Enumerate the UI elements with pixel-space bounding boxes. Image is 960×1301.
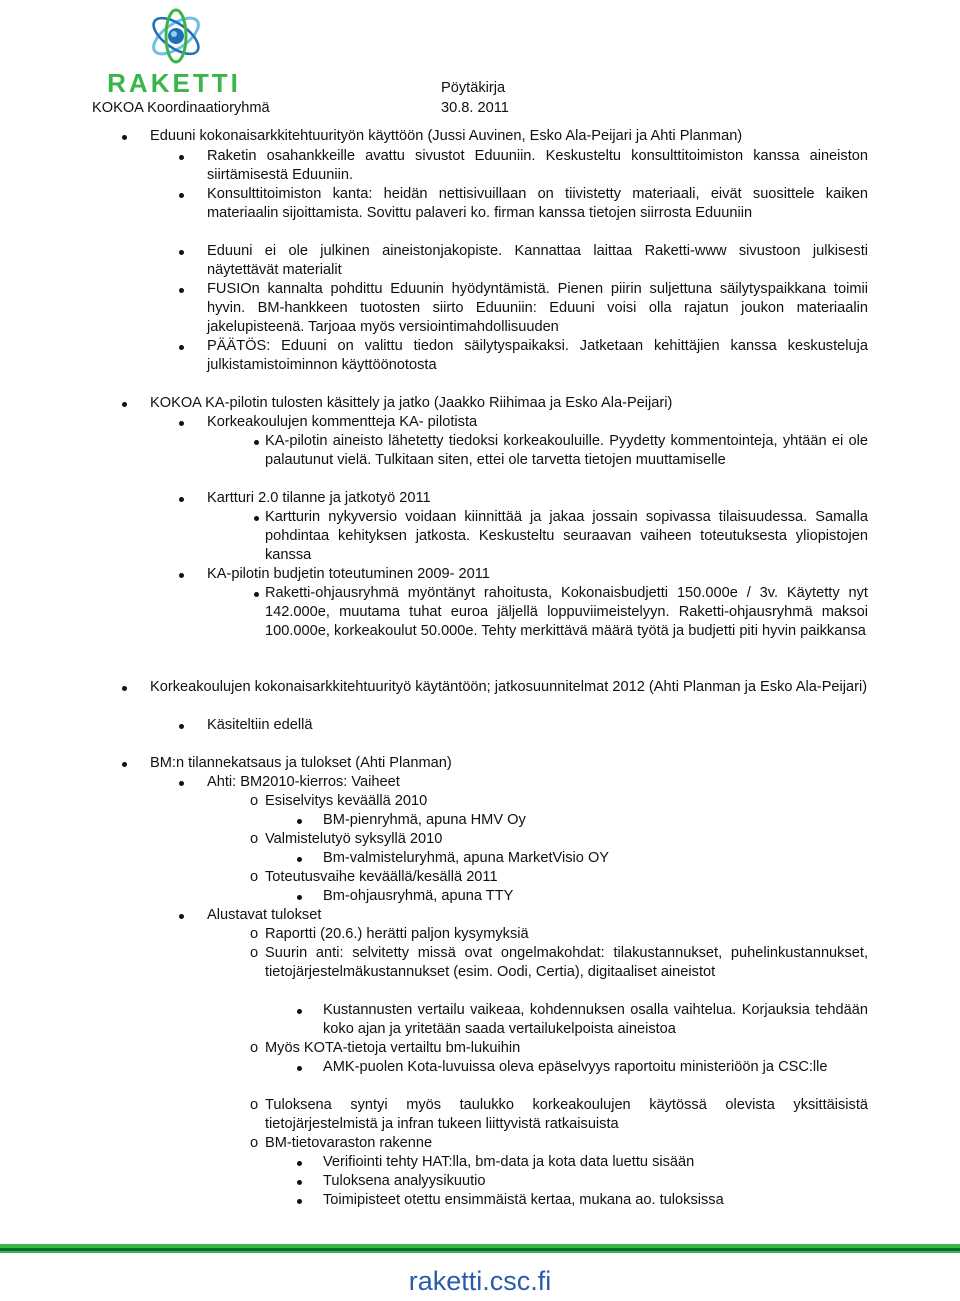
bullet-icon — [179, 573, 184, 578]
list-item: Raportti (20.6.) herätti paljon kysymyksiä — [265, 926, 529, 942]
list-item: Ahti: BM2010-kierros: Vaiheet — [207, 774, 400, 790]
raketti-logo-graphic — [84, 0, 264, 100]
sub-bullet-marker: o — [250, 793, 259, 809]
list-item: Esiselvitys keväällä 2010 — [265, 793, 428, 809]
bullet-icon — [179, 155, 184, 160]
bullet-icon — [297, 1180, 302, 1185]
bullet-icon — [179, 497, 184, 502]
bullet-icon — [122, 686, 127, 691]
sub-bullet-marker: o — [250, 1135, 259, 1151]
meeting-date: 30.8. 2011 — [441, 100, 509, 116]
logo-text: RAKETTI — [107, 68, 241, 98]
bullet-icon — [254, 516, 259, 521]
bullet-icon — [179, 193, 184, 198]
bullet-icon — [179, 250, 184, 255]
list-item: Toimipisteet otettu ensimmäistä kertaa, mukana ao. tuloksissa — [323, 1192, 724, 1208]
bullet-icon — [297, 895, 302, 900]
bullet-icon — [297, 1199, 302, 1204]
list-item: Konsulttitoimiston kanta: heidän nettisivuillaan on tiivistetty materiaali, eivät suosittele kaiken materiaalin sijoittamista. Sovittu palaveri ko. firman kanssa tietojen siirrosta Eduuniin — [207, 186, 868, 221]
list-item: AMK-puolen Kota-luvuissa oleva epäselvyys raportoitu ministeriöön ja CSC:lle — [323, 1059, 828, 1075]
list-item: Kartturin nykyversio voidaan kiinnittää ja jakaa jossain sopivassa tilaisuudessa. Samalla pohdintaa kehityksen jatkosta. Keskusteltu seuraavan vaiheen toteutuksesta yliopistojen kanssa — [265, 509, 868, 563]
list-item: Valmistelutyö syksyllä 2010 — [265, 831, 443, 847]
document-type: Pöytäkirja — [441, 80, 506, 96]
list-item: Tuloksena analyysikuutio — [323, 1173, 486, 1189]
list-item: FUSIOn kannalta pohdittu Eduunin hyödyntämistä. Pienen piirin suljettuna säilytyspaikkana toimii hyvin. BM-hankkeen tuotosten siirto Eduuniin: Eduuni voisi olla rajatun joukon materiaalin jakelupisteenä. Tarjoaa myös versiointimahdollisuuden — [207, 281, 868, 335]
list-item: BM-pienryhmä, apuna HMV Oy — [323, 812, 526, 828]
list-item: Verifiointi tehty HAT:lla, bm-data ja kota data luettu sisään — [323, 1154, 695, 1170]
list-item: Käsiteltiin edellä — [207, 717, 313, 733]
list-item: Eduuni ei ole julkinen aineistonjakopiste. Kannattaa laittaa Raketti-www sivustoon julkisesti näytettävät materialit — [207, 243, 868, 278]
bullet-icon — [254, 440, 259, 445]
list-item: Korkeakoulujen kokonaisarkkitehtuurityö käytäntöön; jatkosuunnitelmat 2012 (Ahti Planman ja Esko Ala-Peijari) — [150, 679, 868, 695]
bullet-icon — [254, 592, 259, 597]
sub-bullet-marker: o — [250, 831, 259, 847]
list-item: Suurin anti: selvitetty missä ovat ongelmakohdat: tilakustannukset, puhelinkustannukset, tietojärjestelmäkustannukset (esim. Oodi, Certia), digitaaliset aineistot — [265, 945, 868, 980]
footer-bar-stripe — [0, 1248, 960, 1251]
sub-bullet-marker: o — [250, 1097, 259, 1113]
footer-url: raketti.csc.fi — [408, 1266, 552, 1296]
list-item: Kustannusten vertailu vaikeaa, kohdennuksen osalla vaihtelua. Korjauksia tehdään koko ajan ja yritetään saada vertailukelpoista aineistoa — [323, 1002, 868, 1037]
list-item: Toteutusvaihe keväällä/kesällä 2011 — [265, 869, 498, 885]
list-item: Raketti-ohjausryhmä myöntänyt rahoitusta, Kokonaisbudjetti 150.000e / 3v. Käytetty nyt 142.000e, muutama tuhat euroa jäljellä loppuviimeistelyyn. Raketti-ohjausryhmä maksoi 100.000e, korkeakoulut 50.000e. Tehty merkittävä määrä työtä ja budjetti piti hyvin paikkansa — [265, 585, 868, 639]
bullet-icon — [179, 724, 184, 729]
raketti-logo — [84, 0, 264, 100]
bullet-icon — [122, 762, 127, 767]
list-item: Eduuni kokonaisarkkitehtuurityön käyttöön (Jussi Auvinen, Esko Ala-Peijari ja Ahti Planman) — [150, 128, 743, 144]
list-item: Alustavat tulokset — [207, 907, 322, 923]
list-item: Bm-valmisteluryhmä, apuna MarketVisio OY — [323, 850, 610, 866]
bullet-icon — [297, 1009, 302, 1014]
list-item: KOKOA KA-pilotin tulosten käsittely ja jatko (Jaakko Riihimaa ja Esko Ala-Peijari) — [150, 395, 673, 411]
list-item: Korkeakoulujen kommentteja KA- pilotista — [207, 414, 478, 430]
list-item: BM:n tilannekatsaus ja tulokset (Ahti Planman) — [150, 755, 452, 771]
sub-bullet-marker: o — [250, 945, 259, 961]
list-item: KA-pilotin aineisto lähetetty tiedoksi korkeakouluille. Pyydetty kommentointeja, yhtään ei ole palautunut vielä. Tulkitaan siten, ettei ole tarvetta tietojen muuttamiselle — [265, 433, 868, 468]
group-name: KOKOA Koordinaatioryhmä — [92, 100, 270, 116]
bullet-icon — [297, 1066, 302, 1071]
sub-bullet-marker: o — [250, 1040, 259, 1056]
list-item: Bm-ohjausryhmä, apuna TTY — [323, 888, 514, 904]
bullet-icon — [179, 421, 184, 426]
bullet-icon — [179, 345, 184, 350]
list-item: Kartturi 2.0 tilanne ja jatkotyö 2011 — [207, 490, 431, 506]
list-item: Tuloksena syntyi myös taulukko korkeakoulujen käytössä olevista yksittäisistä tietojärjestelmistä ja infran tukeen liittyvistä ratkaisuista — [265, 1097, 868, 1132]
bullet-icon — [297, 857, 302, 862]
list-item: PÄÄTÖS: Eduuni on valittu tiedon säilytyspaikaksi. Jatketaan kehittäjien kanssa keskusteluja julkistamistoiminnon käyttöönotosta — [207, 338, 868, 373]
sub-bullet-marker: o — [250, 926, 259, 942]
list-item: BM-tietovaraston rakenne — [265, 1135, 433, 1151]
list-item: Myös KOTA-tietoja vertailtu bm-lukuihin — [265, 1040, 521, 1056]
sub-bullet-marker: o — [250, 869, 259, 885]
bullet-icon — [297, 819, 302, 824]
bullet-icon — [122, 402, 127, 407]
bullet-icon — [179, 781, 184, 786]
list-item: KA-pilotin budjetin toteutuminen 2009- 2011 — [207, 566, 490, 582]
bullet-icon — [179, 914, 184, 919]
bullet-icon — [179, 288, 184, 293]
bullet-icon — [122, 135, 127, 140]
list-item: Raketin osahankkeille avattu sivustot Eduuniin. Keskusteltu konsulttitoimiston kanssa aineiston siirtämisestä Eduuniin. — [207, 148, 868, 183]
bullet-icon — [297, 1161, 302, 1166]
